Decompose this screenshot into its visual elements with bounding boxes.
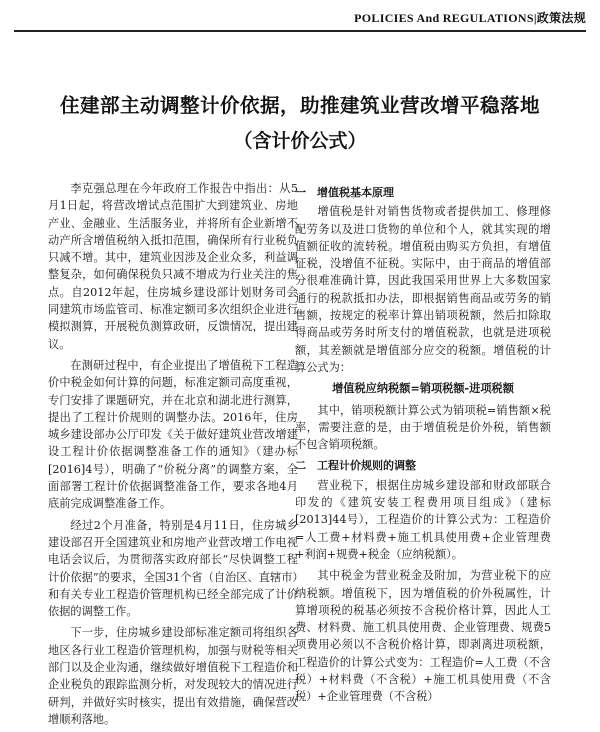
paragraph: 在测研过程中，有企业提出了增值税下工程造价中税金如何计算的问题，标准定额司高度重视，专门安排了课题研究，并在北京和湖北进行测算，提出了工程计价规则的调整办法。2016年，住房城乡建设部办公厅印发《关于做好建筑业营改增建设工程计价依据调整准备工作的通知》（建办标[2016]4号），明确了“价税分离”的调整方案，全面部署工程计价依据调整准备工作，要求各地4月底前完成调整准备工作。 [48,358,298,511]
vat-formula: 增值税应纳税额=销项税额-进项税额 [332,381,514,396]
paragraph: 营业税下，根据住房城乡建设部和财政部联合印发的《建筑安装工程费用项目组成》（建标[2013]44号），工程造价的计算公式为：工程造价=人工费+材料费+施工机具使用费+企业管理费+利润+规费+税金（应纳税额）。 [295,478,551,561]
section-heading: 一 增值税基本原理 [295,186,394,199]
paragraph: 李克强总理在今年政府工作报告中指出：从5月1日起，将营改增试点范围扩大到建筑业、房地产业、金融业、生活服务业，并将所有企业新增不动产所含增值税纳入抵扣范围，确保所有行业税负只减不增。其中，建筑业因涉及企业众多，利益调整复杂，如何确保税负只减不增成为行业关注的焦点。自2012年起，住房城乡建设部计划财务司会同建筑市场监管司、标准定额司多次组织企业进行模拟测算，开展税负测算政研，反馈情况，提出建议。 [48,182,298,351]
article-title: 住建部主动调整计价依据，助推建筑业营改增平稳落地 [59,94,540,117]
running-header [0,0,600,34]
paragraph: 其中税金为营业税金及附加，为营业税下的应纳税额。增值税下，因为增值税的价外税属性，计算增项税的税基必须按不含税价格计算，因此人工费、材料费、施工机具使用费、企业管理费、规费5项费用必须以不含税价格计算，即剥离进项税额，工程造价的计算公式变为：工程造价=人工费（不含税）+材料费（不含税）+施工机具使用费（不含税）+企业管理费（不含税） [295,569,551,704]
header-rule [14,30,586,32]
left-column [48,180,298,732]
paragraph: 下一步，住房城乡建设部标准定额司将组织各地区各行业工程造价管理机构，加强与财税等相关部门以及企业沟通，继续做好增值税下工程造价和企业税负的跟踪监测分析，对发现较大的情况进行研判，并做好实时核实，提出有效措施，确保营改增顺利落地。 [48,626,298,726]
section-heading: 二 工程计价规则的调整 [295,459,416,473]
right-column [295,180,551,710]
paragraph: 经过2个月准备，特别是4月11日，住房城乡建设部召开全国建筑业和房地产业营改增工作电视电话会议后，为贯彻落实政府部长“尽快调整工程计价依据”的要求，全国31个省（自治区、直辖市）和有关专业工程造价管理机构已经全部完成了计价依据的调整工作。 [48,518,298,619]
paragraph: 增值税是针对销售货物或者提供加工、修理修配劳务以及进口货物的单位和个人，就其实现的增值额征收的流转税。增值税由购买方负担，有增值征税，没增值不征税。实际中，由于商品的增值部分很难准确计算，因此我国采用世界上大多数国家通行的税款抵扣办法，即根据销售商品或劳务的销售额，按规定的税率计算出销项税额，然后扣除取得商品或劳务时所支付的增值税款，也就是进项税额，其差额就是增值部分应交的税额。增值税的计算公式为： [295,205,551,374]
paragraph: 其中，销项税额计算公式为销项税=销售额×税率，需要注意的是，由于增值税是价外税，销售额不包含销项税额。 [295,403,551,452]
journal-section-label: POLICIES And REGULATIONS|政策法规 [354,11,586,25]
article-subtitle: （含计价公式） [233,130,367,152]
